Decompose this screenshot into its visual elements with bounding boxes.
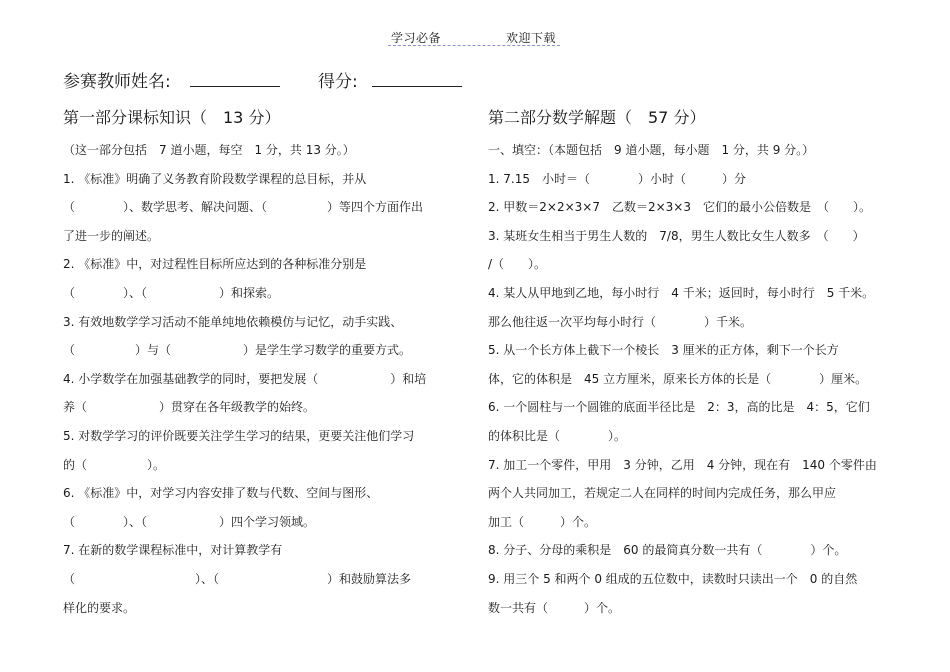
- teacher-name-blank: [190, 86, 280, 87]
- text-line: 3. 某班女生相当于男生人数的 7/8，男生人数比女生人数多 （ ）: [488, 228, 865, 243]
- text-line: 了进一步的阐述。: [63, 228, 160, 243]
- score-blank: [372, 86, 462, 87]
- text-line: 加工（ ）个。: [488, 514, 597, 529]
- text-line: 一、填空：（本题包括 9 道小题，每小题 1 分，共 9 分。）: [488, 143, 815, 157]
- text-line: 6. 一个圆柱与一个圆锥的底面半径比是 2：3，高的比是 4：5，它们: [488, 400, 870, 415]
- part1-title: 第一部分课标知识（ 13 分）: [63, 108, 281, 127]
- text-line: 7. 加工一个零件，甲用 3 分钟，乙用 4 分钟，现在有 140 个零件由: [488, 457, 877, 472]
- header-underline: [388, 45, 560, 46]
- text-line: （ ）、（ ）和探索。: [63, 286, 280, 300]
- page-header: [388, 29, 560, 47]
- text-line: 9. 用三个 5 和两个 0 组成的五位数中，读数时只读出一个 0 的自然: [488, 572, 858, 586]
- text-line: 4. 某人从甲地到乙地，每小时行 4 千米；返回时，每小时行 5 千米。: [488, 286, 875, 300]
- text-line: 3. 有效地数学学习活动不能单纯地依赖模仿与记忆，动手实践、: [63, 314, 403, 329]
- text-line: （这一部分包括 7 道小题，每空 1 分，共 13 分。）: [63, 143, 355, 157]
- text-line: （ ）、（ ）四个学习领域。: [63, 514, 316, 529]
- text-line: 体，它的体积是 45 立方厘米，原来长方体的长是（ ）厘米。: [488, 371, 868, 386]
- text-line: （ ）、（ ）和鼓励算法多: [63, 572, 412, 586]
- text-line: 数一共有（ ）个。: [488, 600, 621, 615]
- header-left-text: 学习必备: [391, 31, 442, 45]
- text-line: 样化的要求。: [63, 600, 136, 615]
- text-line: （ ）与（ ）是学生学习数学的重要方式。: [63, 343, 412, 358]
- text-line: 的（ ）。: [63, 457, 166, 472]
- text-line: 1. 7.15 小时＝（ ）小时（ ）分: [488, 171, 746, 186]
- text-line: 4. 小学数学在加强基础教学的同时，要把发展（ ）和培: [63, 371, 427, 386]
- text-line: 7. 在新的数学课程标准中，对计算教学有: [63, 543, 283, 558]
- text-line: 两个人共同加工，若规定二人在同样的时间内完成任务，那么甲应: [488, 486, 837, 501]
- text-line: /（ ）。: [488, 257, 547, 272]
- text-line: 6. 《标准》中，对学习内容安排了数与代数、空间与图形、: [63, 486, 379, 501]
- part2-title: 第二部分数学解题（ 57 分）: [488, 108, 706, 127]
- text-line: 那么他往返一次平均每小时行（ ）千米。: [488, 314, 753, 329]
- text-line: 2. 《标准》中，对过程性目标所应达到的各种标准分别是: [63, 257, 367, 272]
- text-line: 的体积比是（ ）。: [488, 429, 627, 443]
- text-line: 5. 从一个长方体上截下一个棱长 3 厘米的正方体，剩下一个长方: [488, 343, 839, 358]
- score-label: 得分:: [318, 72, 358, 92]
- text-line: 2. 甲数＝2×2×3×7 乙数＝2×3×3 它们的最小公倍数是 （ ）。: [488, 200, 871, 215]
- text-line: 5. 对数学学习的评价既要关注学生学习的结果，更要关注他们学习: [63, 429, 415, 443]
- text-line: 1. 《标准》明确了义务教育阶段数学课程的总目标，并从: [63, 171, 367, 186]
- teacher-name-label: 参赛教师姓名:: [63, 72, 171, 92]
- text-line: 8. 分子、分母的乘积是 60 的最简真分数一共有（ ）个。: [488, 543, 847, 558]
- text-line: 养（ ）贯穿在各年级教学的始终。: [63, 400, 316, 415]
- text-line: （ ）、数学思考、解决问题、（ ）等四个方面作出: [63, 200, 424, 215]
- header-right-text: 欢迎下载: [506, 31, 557, 45]
